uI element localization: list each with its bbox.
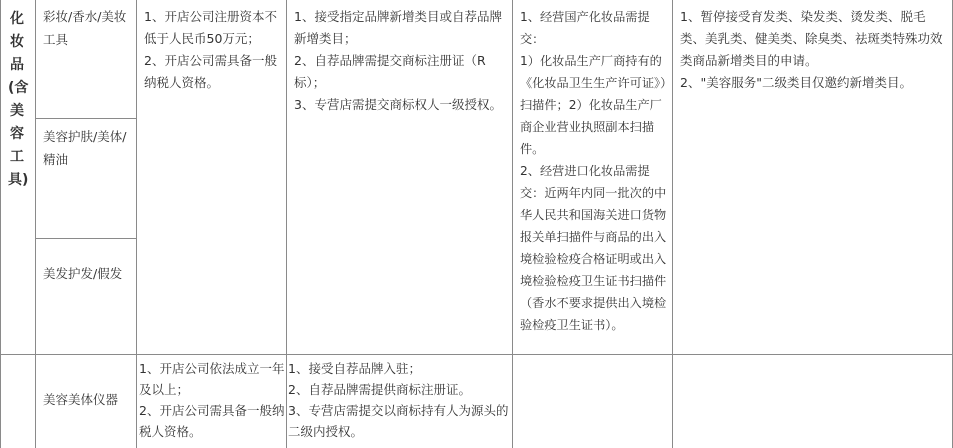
requirement-text: 1、经营国产化妆品需提交： (520, 10, 650, 46)
notes-cell (680, 6, 946, 94)
requirement-text: 2、经营进口化妆品需提交：近两年内同一批次的中华人民共和国海关进口货物报关单扫描件与商品的出入境检验检疫合格证明或出入境检验检疫卫生证书扫描件（香水不要求提供出入境检验检疫卫生证书）。 (520, 164, 667, 332)
note-text: 2、"美容服务"二级类目仅邀约新增类目。 (680, 75, 912, 90)
column-divider-1 (35, 0, 36, 448)
category-label: 化妆品(含美容工具) (8, 11, 29, 188)
requirement-text: 1、开店公司依法成立一年及以上； (139, 361, 285, 397)
company-requirements-cell (139, 358, 285, 442)
brand-requirements-cell (294, 6, 506, 116)
row-divider-sub-2 (35, 238, 137, 239)
requirement-text: 2、自荐品牌需提交商标注册证（R标）； (294, 53, 486, 90)
requirement-text: 1）化妆品生产厂商持有的《化妆品卫生生产许可证》）扫描件；2）化妆品生产厂商企业营业执照副本扫描件。 (520, 54, 667, 156)
subcategory-cell: 彩妆/香水/美妆工具 (43, 9, 127, 47)
qualification-requirements-cell (520, 6, 667, 336)
requirement-text: 1、开店公司注册资本不低于人民币50万元； (144, 9, 277, 46)
column-divider-4 (512, 0, 513, 448)
column-divider-3 (286, 0, 287, 448)
company-requirements-cell (144, 6, 278, 94)
requirement-text: 1、接受自荐品牌入驻； (288, 361, 421, 376)
row-divider-sub-1 (35, 118, 137, 119)
brand-requirements-cell (288, 358, 510, 442)
requirement-text: 2、开店公司需具备一般纳税人资格。 (139, 403, 285, 439)
requirement-text: 2、自荐品牌需提供商标注册证。 (288, 382, 471, 397)
note-text: 1、暂停接受育发类、染发类、烫发类、脱毛类、美乳类、健美类、除臭类、祛斑类特殊功效类商品新增类目的申请。 (680, 9, 943, 68)
requirement-text: 2、开店公司需具备一般纳税人资格。 (144, 53, 277, 90)
subcategory-cell: 美发护发/假发 (43, 266, 123, 281)
subcategory-cell: 美容护肤/美体/精油 (43, 129, 127, 167)
requirement-text: 1、接受指定品牌新增类目或自荐品牌新增类目； (294, 9, 502, 46)
table-border-left (0, 0, 1, 448)
requirement-text: 3、专营店需提交以商标持有人为源头的二级内授权。 (288, 403, 509, 439)
column-divider-5 (672, 0, 673, 448)
row-divider-section (0, 354, 953, 355)
column-divider-2 (136, 0, 137, 448)
subcategory-cell: 美容美体仪器 (43, 392, 119, 407)
requirement-text: 3、专营店需提交商标权人一级授权。 (294, 97, 502, 112)
